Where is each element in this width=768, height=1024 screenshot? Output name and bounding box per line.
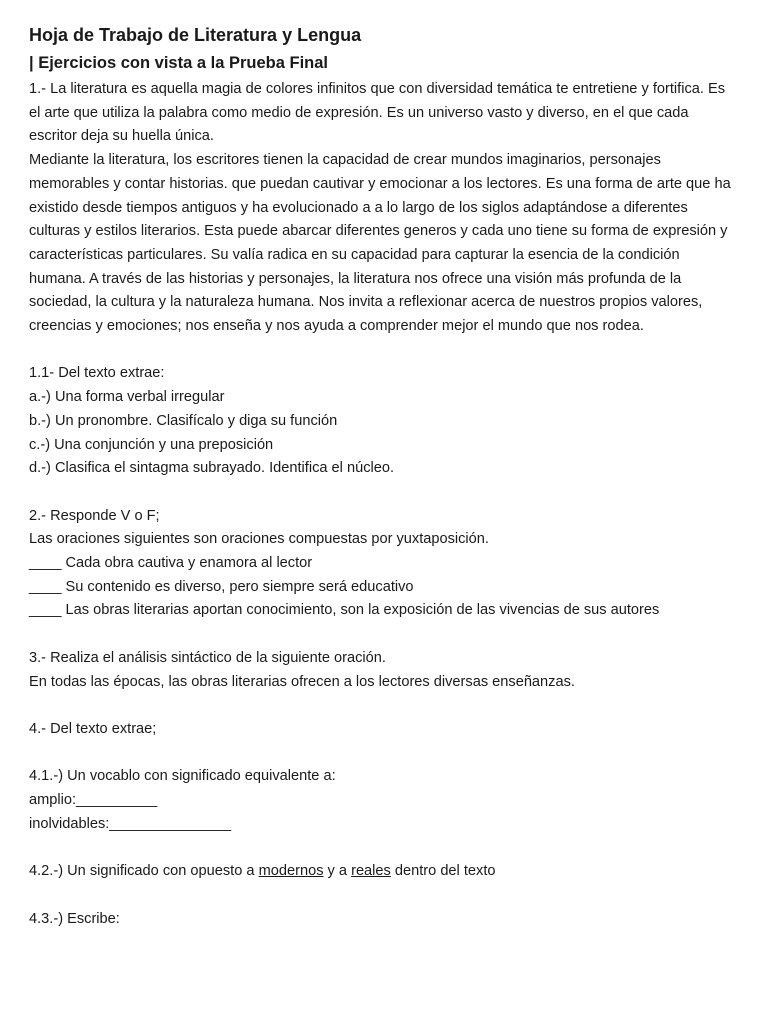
question-1a: a.-) Una forma verbal irregular <box>29 389 225 406</box>
spacer <box>29 694 736 718</box>
question-4-2 <box>29 860 736 884</box>
question-1-heading: 1.1- Del texto extrae: <box>29 365 165 382</box>
spacer <box>29 836 736 860</box>
question-4-1: 4.1.-) Un vocablo con significado equivalente a: <box>29 768 336 785</box>
spacer <box>29 884 736 908</box>
question-1b: b.-) Un pronombre. Clasifícalo y diga su función <box>29 412 338 429</box>
underlined-word-reales: reales <box>351 863 391 880</box>
question-4-3: 4.3.-) Escribe: <box>29 910 120 927</box>
reading-paragraph-2: Mediante la literatura, los escritores tienen la capacidad de crear mundos imaginarios, personajes memorables y contar historias. que puedan cautivar y emocionar a los lectores. Es una forma de arte que ha existido desde tiempos antiguos y ha evolucionado a a lo largo de los siglos adaptándose a diferentes culturas y estilos literarios. Esta puede abarcar diferentes generos y cada uno tiene su forma de expresión y características particulares. Su valía radica en su capacidad para capturar la esencia de la condición humana. A través de las historias y personajes, la literatura nos ofrece una visión más profunda de la sociedad, la cultura y la naturaleza humana. Nos invita a reflexionar acerca de nuestros propios valores, creencias y emociones; nos enseña y nos ayuda a comprender mejor el mundo que nos rodea. <box>29 152 731 335</box>
question-2-statement-3: ____ Las obras literarias aportan conocimiento, son la exposición de las vivencias de sus autores <box>29 602 660 619</box>
question-4-heading: 4.- Del texto extrae; <box>29 720 157 737</box>
question-2-statement-2: ____ Su contenido es diverso, pero siempre será educativo <box>29 578 414 595</box>
question-3-sentence: En todas las épocas, las obras literarias ofrecen a los lectores diversas enseñanzas. <box>29 673 575 690</box>
answer-line-amplio: amplio:__________ <box>29 792 158 809</box>
question-1c: c.-) Una conjunción y una preposición <box>29 436 274 453</box>
question-1d: d.-) Clasifica el sintagma subrayado. Identifica el núcleo. <box>29 460 395 477</box>
spacer <box>29 742 736 766</box>
question-4-2-suffix: dentro del texto <box>390 863 496 880</box>
answer-line-inolvidables: inolvidables:_______________ <box>29 815 232 832</box>
spacer <box>29 623 736 647</box>
question-2-statement-1: ____ Cada obra cautiva y enamora al lector <box>29 555 313 572</box>
reading-paragraph-1: 1.- La literatura es aquella magia de colores infinitos que con diversidad temática te entretiene y fortifica. Es el arte que utiliza la palabra como medio de expresión. Es un universo vasto y diverso, en el que cada escritor deja su huella única. <box>29 81 726 145</box>
spacer <box>29 339 736 363</box>
page-title: Hoja de Trabajo de Literatura y Lengua <box>29 25 362 45</box>
question-2-intro: Las oraciones siguientes son oraciones compuestas por yuxtaposición. <box>29 531 489 548</box>
question-2-heading: 2.- Responde V o F; <box>29 507 160 524</box>
question-4-2-middle: y a <box>323 863 352 880</box>
question-3-heading: 3.- Realiza el análisis sintáctico de la siguiente oración. <box>29 649 386 666</box>
spacer <box>29 481 736 505</box>
page-subtitle: | Ejercicios con vista a la Prueba Final <box>29 54 328 72</box>
question-4-2-prefix: 4.2.-) Un significado con opuesto a <box>29 863 259 880</box>
underlined-word-modernos: modernos <box>258 863 324 880</box>
